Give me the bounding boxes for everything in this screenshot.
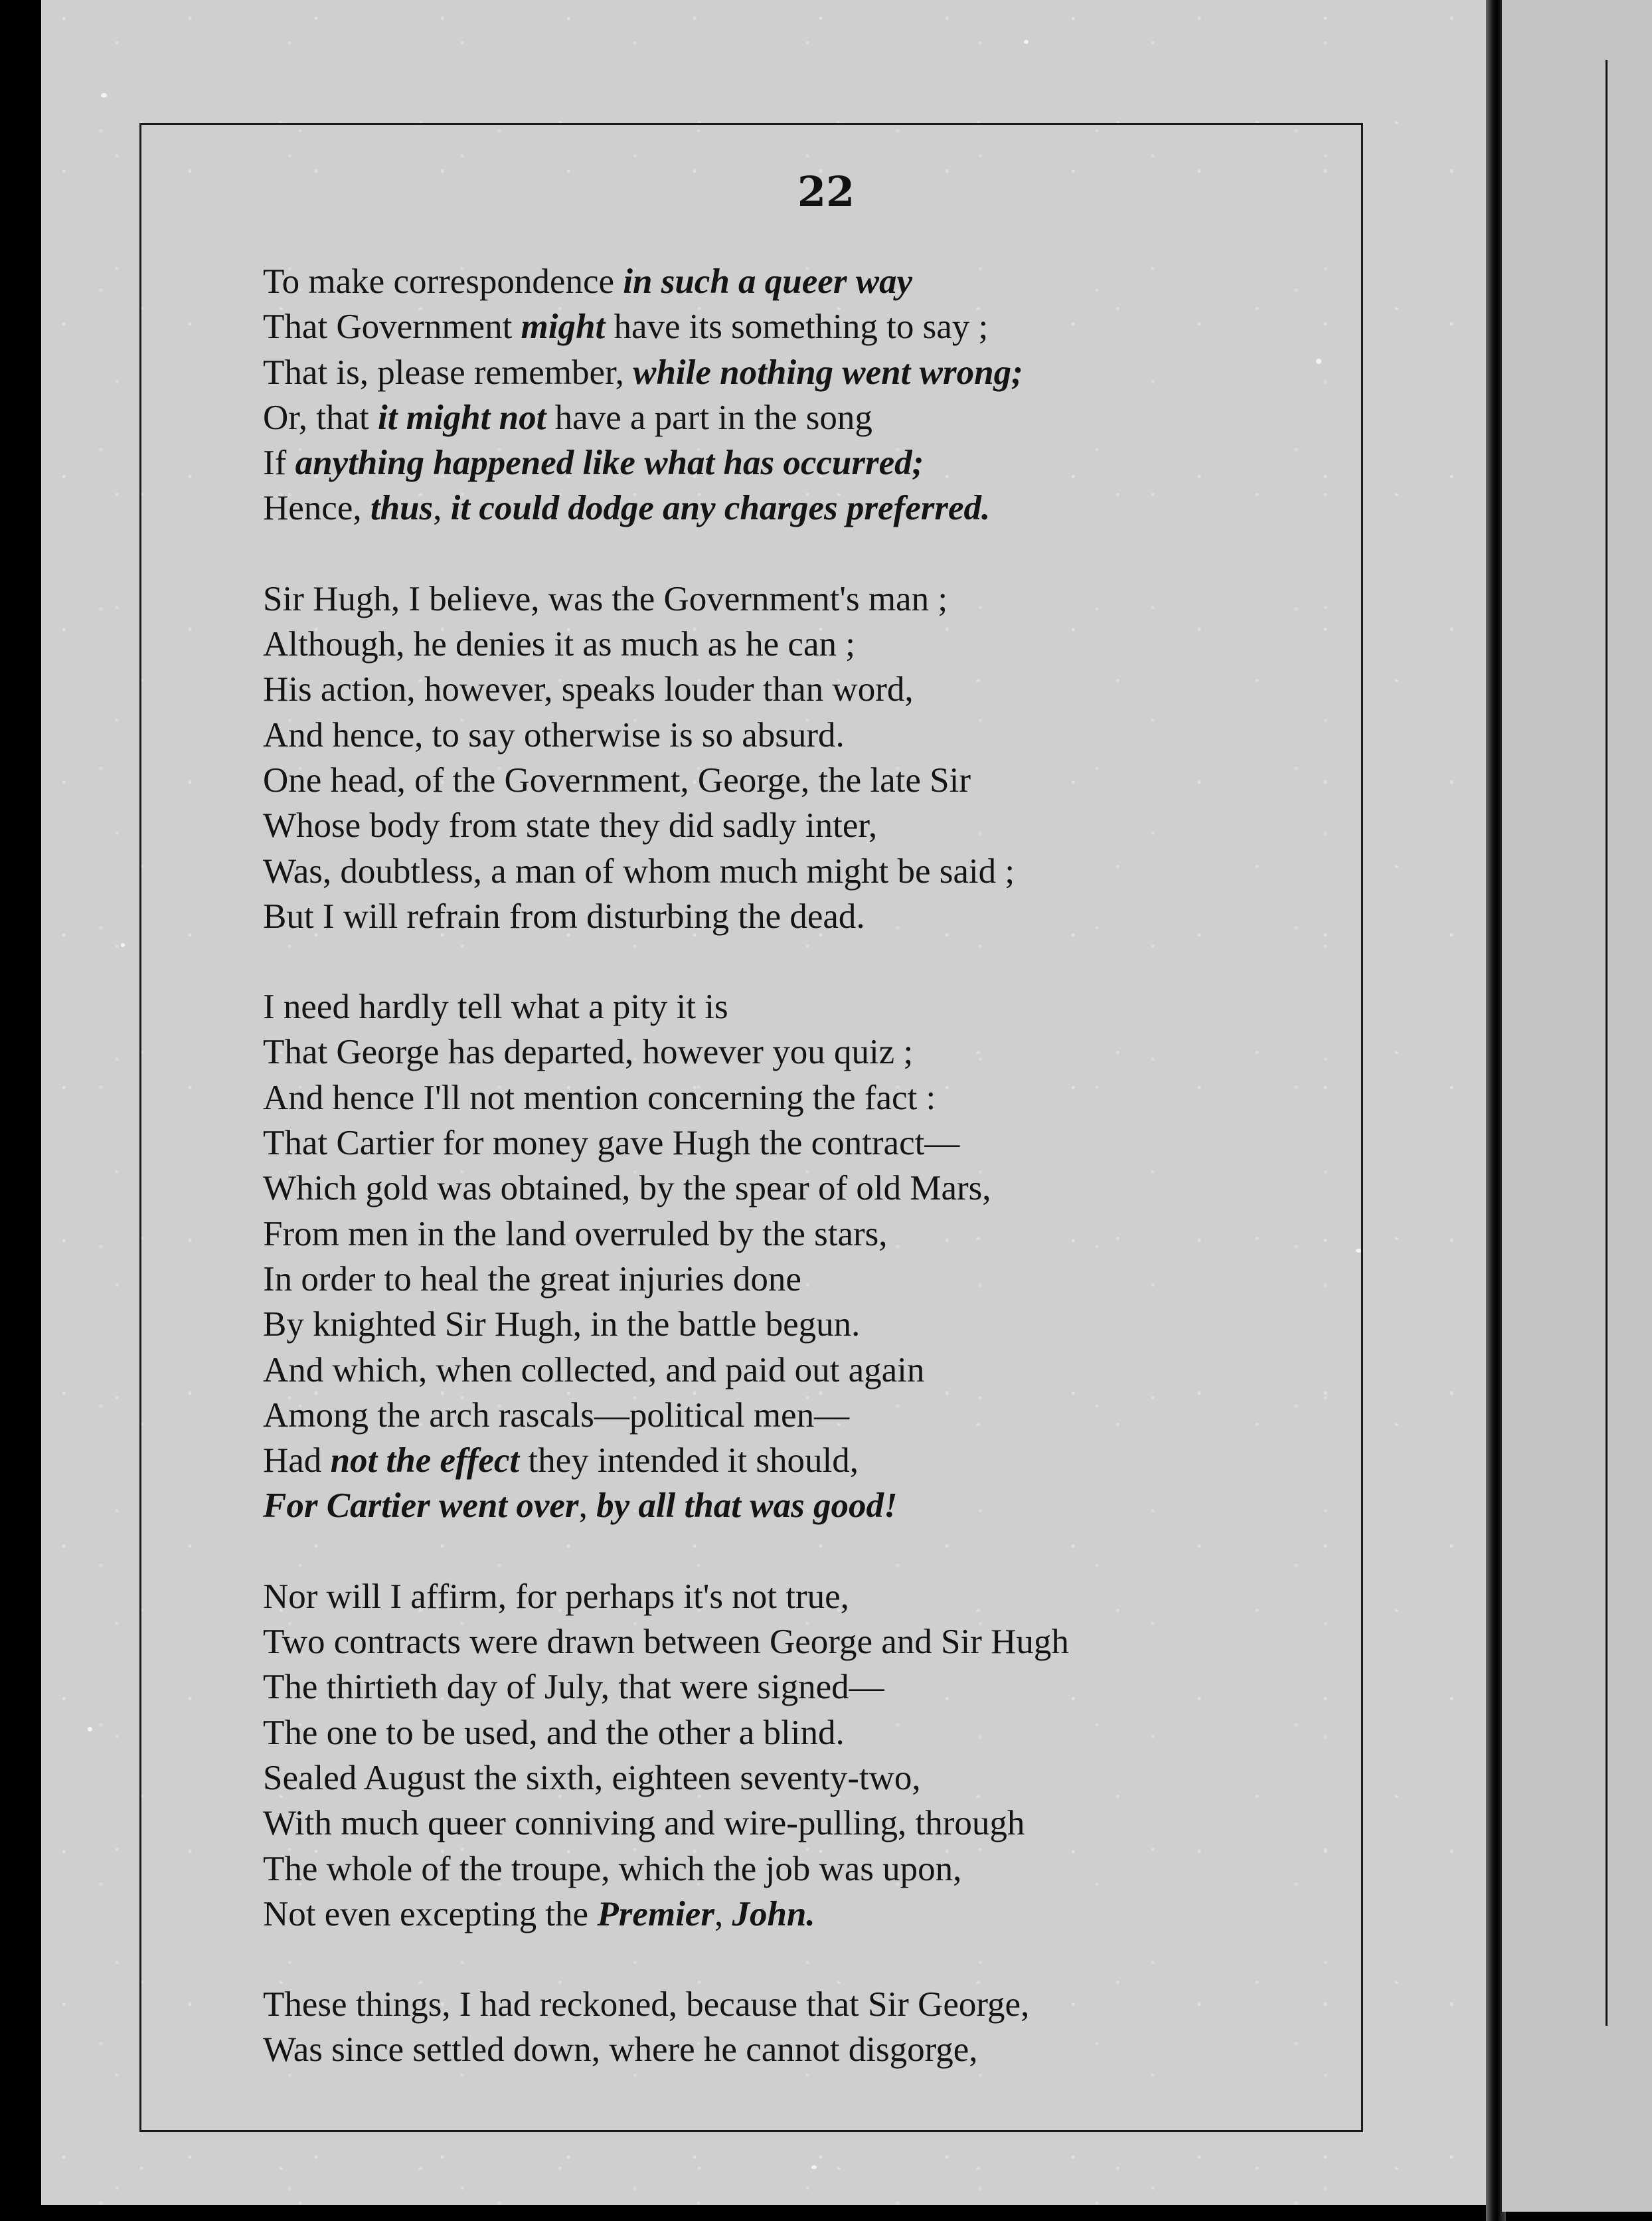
line-text: But I will refrain from disturbing the dead. bbox=[263, 897, 865, 936]
poem-line bbox=[263, 440, 1325, 486]
poem-stanza bbox=[263, 577, 1325, 939]
line-text: If bbox=[263, 444, 295, 483]
poem-line bbox=[263, 1438, 1325, 1483]
paper-speck bbox=[121, 943, 125, 947]
poem-line bbox=[263, 1574, 1325, 1619]
line-text: I need hardly tell what a pity it is bbox=[263, 988, 728, 1027]
poem-line bbox=[263, 1982, 1325, 2027]
poem-line bbox=[263, 984, 1325, 1029]
facing-page-edge bbox=[1502, 0, 1652, 2212]
poem-stanza bbox=[263, 984, 1325, 1529]
line-text: Although, he denies it as much as he can ; bbox=[263, 625, 855, 664]
poem-line bbox=[263, 622, 1325, 667]
line-text: , bbox=[578, 1486, 597, 1526]
poem-text bbox=[263, 259, 1325, 2118]
line-text: Which gold was obtained, by the spear of old Mars, bbox=[263, 1169, 991, 1208]
line-text: Had bbox=[263, 1441, 331, 1480]
line-text: The whole of the troupe, which the job was upon, bbox=[263, 1849, 962, 1888]
line-text: And hence I'll not mention concerning the fact : bbox=[263, 1078, 936, 1117]
poem-line bbox=[263, 1619, 1325, 1664]
emphasized-text: John. bbox=[732, 1894, 815, 1933]
poem-line bbox=[263, 350, 1325, 395]
emphasized-text: For Cartier went over bbox=[263, 1486, 579, 1526]
poem-line bbox=[263, 1892, 1325, 1937]
line-text: , bbox=[714, 1894, 732, 1933]
poem-stanza bbox=[263, 259, 1325, 531]
poem-line bbox=[263, 1075, 1325, 1120]
poem-line bbox=[263, 259, 1325, 304]
line-text: Hence, bbox=[263, 489, 371, 528]
paper-speck bbox=[88, 1727, 92, 1732]
line-text: Two contracts were drawn between George and Sir Hugh bbox=[263, 1623, 1069, 1662]
emphasized-text: anything happened like what has occurred; bbox=[295, 444, 924, 483]
line-text: Was, doubtless, a man of whom much might be said ; bbox=[263, 851, 1015, 891]
emphasized-text: by all that was good! bbox=[596, 1486, 898, 1526]
poem-line bbox=[263, 894, 1325, 939]
line-text: Was since settled down, where he cannot disgorge, bbox=[263, 2030, 978, 2070]
line-text: Whose body from state they did sadly inter, bbox=[263, 806, 878, 845]
poem-line bbox=[263, 486, 1325, 531]
line-text: Not even excepting the bbox=[263, 1894, 598, 1933]
line-text: That Government bbox=[263, 308, 521, 347]
line-text: , bbox=[433, 489, 451, 528]
line-text: Nor will I affirm, for perhaps it's not true, bbox=[263, 1577, 849, 1616]
poem-line bbox=[263, 758, 1325, 803]
page-number: 22 bbox=[797, 167, 855, 216]
line-text: they intended it should, bbox=[519, 1441, 859, 1480]
line-text: And hence, to say otherwise is so absurd. bbox=[263, 715, 845, 755]
line-text: In order to heal the great injuries done bbox=[263, 1259, 801, 1298]
poem-line bbox=[263, 667, 1325, 712]
poem-line bbox=[263, 1029, 1325, 1075]
poem-line bbox=[263, 1166, 1325, 1211]
poem-line bbox=[263, 1801, 1325, 1846]
poem-stanza bbox=[263, 1574, 1325, 1937]
poem-line bbox=[263, 1755, 1325, 1801]
emphasized-text: not the effect bbox=[330, 1441, 520, 1480]
line-text: Among the arch rascals—political men— bbox=[263, 1395, 850, 1435]
paper-speck bbox=[811, 2165, 817, 2169]
poem-line bbox=[263, 577, 1325, 622]
poem-line bbox=[263, 1257, 1325, 1302]
emphasized-text: it could dodge any charges preferred. bbox=[450, 489, 991, 528]
paper-speck bbox=[101, 93, 107, 98]
emphasized-text: Premier bbox=[597, 1894, 714, 1933]
poem-line bbox=[263, 713, 1325, 758]
line-text: With much queer conniving and wire-pulling, through bbox=[263, 1804, 1025, 1843]
poem-line bbox=[263, 1211, 1325, 1257]
line-text: That Cartier for money gave Hugh the contract— bbox=[263, 1124, 960, 1163]
line-text: By knighted Sir Hugh, in the battle begun. bbox=[263, 1305, 861, 1344]
line-text: Sir Hugh, I believe, was the Government's man ; bbox=[263, 579, 948, 618]
poem-line bbox=[263, 1302, 1325, 1347]
poem-stanza bbox=[263, 1982, 1325, 2073]
line-text: The thirtieth day of July, that were signed— bbox=[263, 1668, 884, 1707]
line-text: His action, however, speaks louder than word, bbox=[263, 670, 914, 709]
line-text: Sealed August the sixth, eighteen seventy-two, bbox=[263, 1758, 921, 1797]
line-text: From men in the land overruled by the stars, bbox=[263, 1214, 888, 1253]
facing-page-frame-line bbox=[1606, 60, 1608, 2026]
line-text: And which, when collected, and paid out again bbox=[263, 1350, 925, 1389]
poem-line bbox=[263, 849, 1325, 894]
line-text: Or, that bbox=[263, 398, 378, 437]
emphasized-text: might bbox=[521, 308, 606, 347]
poem-line bbox=[263, 1846, 1325, 1892]
line-text: have its something to say ; bbox=[605, 308, 989, 347]
emphasized-text: in such a queer way bbox=[623, 262, 913, 301]
emphasized-text: it might not bbox=[378, 398, 546, 437]
emphasized-text: while nothing went wrong; bbox=[633, 353, 1023, 392]
poem-line bbox=[263, 304, 1325, 349]
line-text: The one to be used, and the other a blind. bbox=[263, 1713, 845, 1752]
line-text: To make correspondence bbox=[263, 262, 623, 301]
poem-line bbox=[263, 1710, 1325, 1755]
poem-line bbox=[263, 1664, 1325, 1710]
poem-line bbox=[263, 2027, 1325, 2072]
line-text: That is, please remember, bbox=[263, 353, 633, 392]
poem-line bbox=[263, 1393, 1325, 1438]
poem-line bbox=[263, 395, 1325, 440]
poem-line bbox=[263, 1483, 1325, 1528]
poem-line bbox=[263, 1348, 1325, 1393]
line-text: That George has departed, however you quiz ; bbox=[263, 1033, 914, 1072]
line-text: These things, I had reckoned, because that Sir George, bbox=[263, 1985, 1030, 2024]
poem-line bbox=[263, 1120, 1325, 1166]
paper-speck bbox=[1024, 40, 1029, 44]
emphasized-text: thus bbox=[370, 489, 434, 528]
poem-line bbox=[263, 803, 1325, 848]
line-text: One head, of the Government, George, the late Sir bbox=[263, 760, 971, 800]
line-text: have a part in the song bbox=[546, 398, 872, 437]
